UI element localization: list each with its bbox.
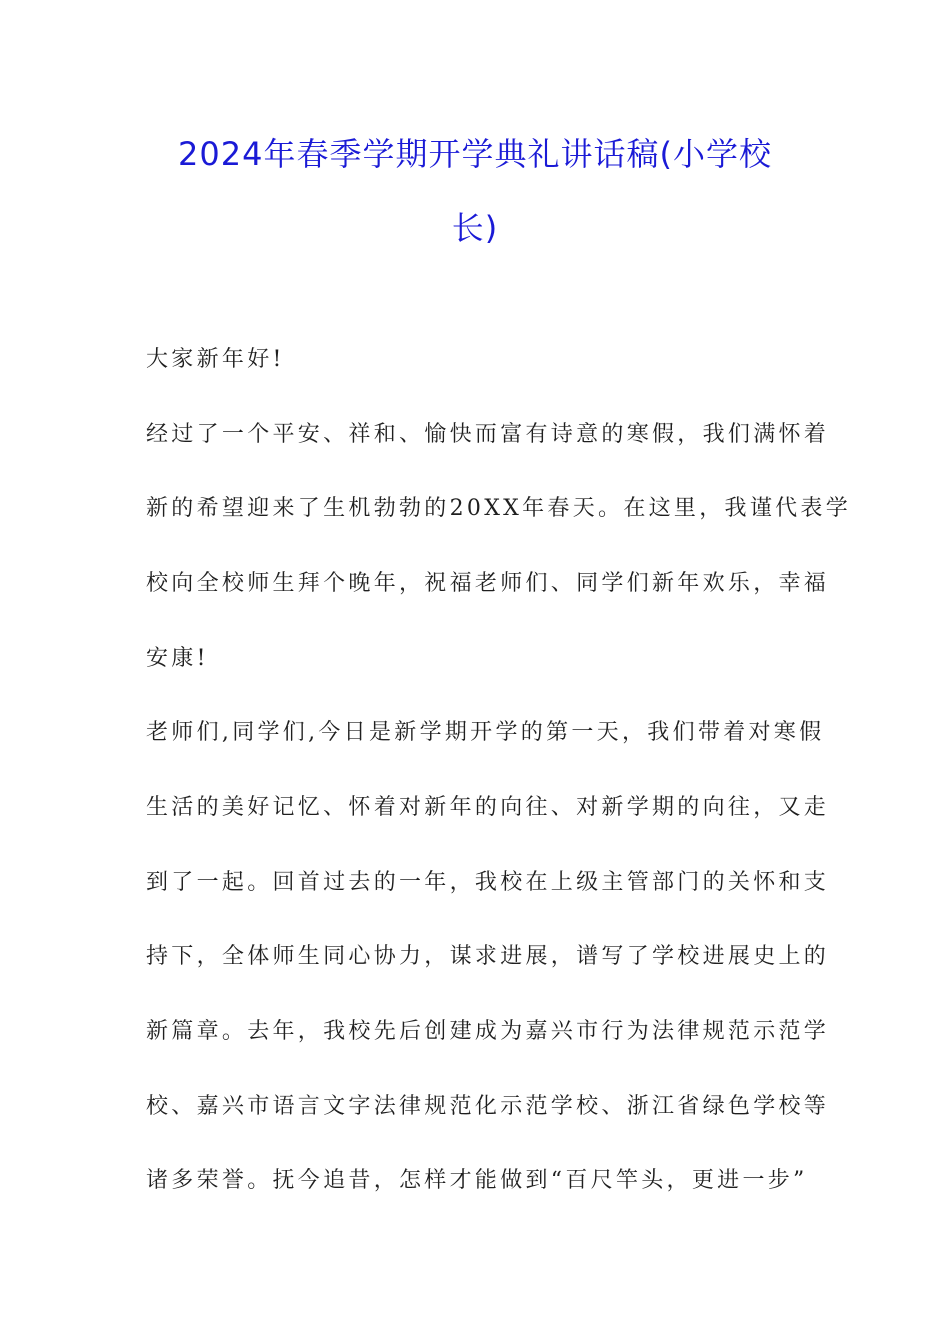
document-title-line-2: 长) <box>451 209 499 247</box>
body-line-greeting: 大家新年好! <box>146 347 285 372</box>
body-line: 生活的美好记忆、怀着对新年的向往、对新学期的向往，又走 <box>146 795 830 820</box>
body-line: 新篇章。去年，我校先后创建成为嘉兴市行为法律规范示范学 <box>146 1019 830 1044</box>
body-line: 老师们,同学们,今日是新学期开学的第一天，我们带着对寒假 <box>146 720 825 745</box>
body-line: 校、嘉兴市语言文字法律规范化示范学校、浙江省绿色学校等 <box>146 1094 830 1119</box>
body-line: 到了一起。回首过去的一年，我校在上级主管部门的关怀和支 <box>146 870 830 895</box>
document-title-line-1: 2024年春季学期开学典礼讲话稿(小学校 <box>178 135 772 173</box>
body-line: 安康! <box>146 646 209 671</box>
body-line: 校向全校师生拜个晚年，祝福老师们、同学们新年欢乐，幸福 <box>146 571 830 596</box>
body-line: 持下，全体师生同心协力，谋求进展，谱写了学校进展史上的 <box>146 944 830 969</box>
body-line: 新的希望迎来了生机勃勃的20XX年春天。在这里，我谨代表学 <box>146 496 852 521</box>
body-line: 经过了一个平安、祥和、愉快而富有诗意的寒假，我们满怀着 <box>146 422 830 447</box>
body-line: 诸多荣誉。抚今追昔，怎样才能做到“百尺竿头，更进一步” <box>146 1168 808 1193</box>
